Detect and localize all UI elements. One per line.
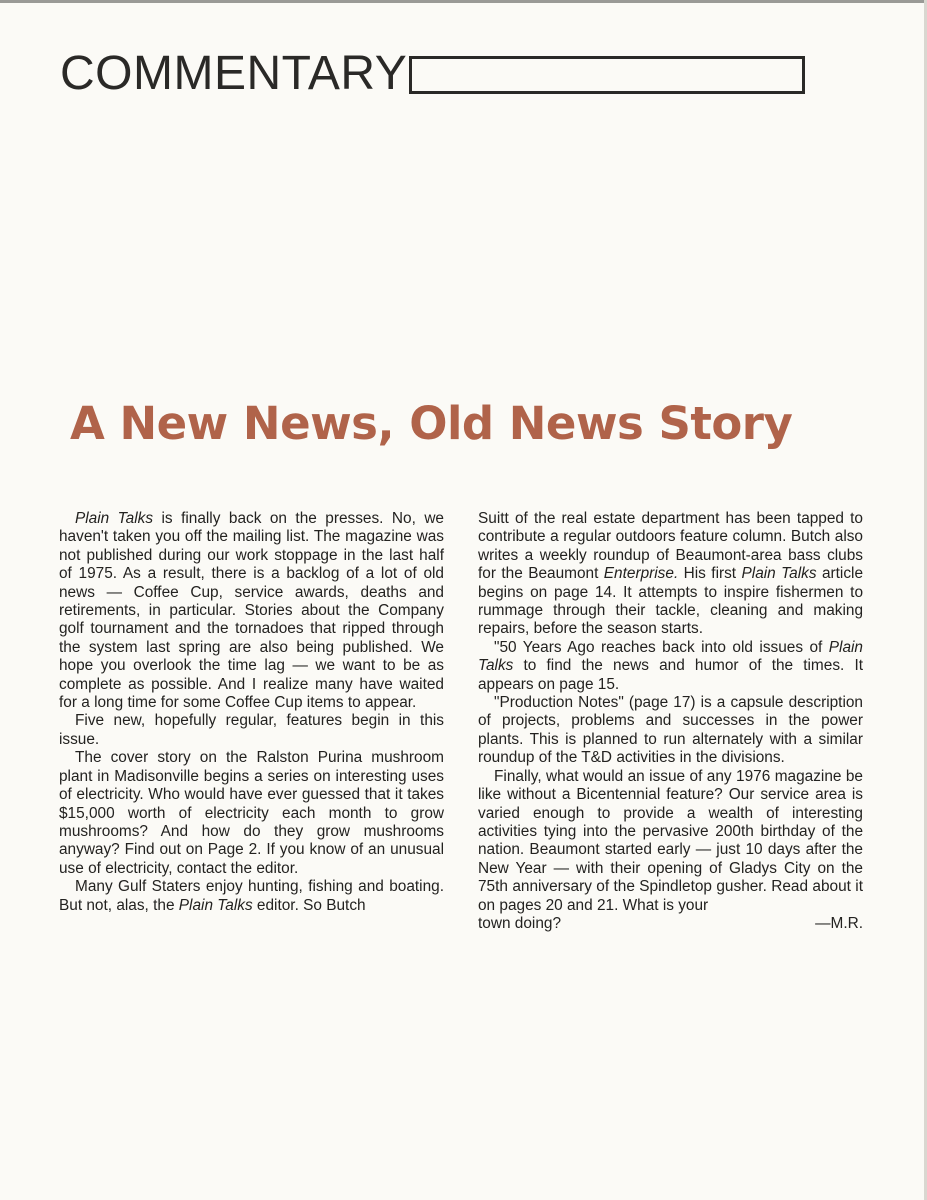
- paragraph: "50 Years Ago reaches back into old issues of Plain Talks to find the news and humor of the times. It appears on page 15.: [478, 638, 863, 693]
- paragraph: Suitt of the real estate department has been tapped to contribute a regular outdoors feature column. Butch also writes a weekly roundup of Beaumont-area bass clubs for the Beaumont Enterprise. His first Plain Talks article begins on page 14. It attempts to inspire fishermen to rummage through their tackle, cleaning and making repairs, before the season starts.: [478, 510, 864, 638]
- section-header: [60, 48, 805, 100]
- top-edge-rule: [0, 0, 927, 3]
- paragraph: Five new, hopefully regular, features begin in this issue.: [59, 712, 444, 748]
- publication-name: Plain Talks: [741, 565, 817, 583]
- paragraph: Many Gulf Staters enjoy hunting, fishing and boating. But not, alas, the Plain Talks editor. So Butch: [59, 878, 444, 914]
- paragraph: "Production Notes" (page 17) is a capsule description of projects, problems and successes in the power plants. This is planned to run alternately with a similar roundup of the T&D activities in the divisions.: [478, 694, 863, 767]
- section-title: COMMENTARY: [60, 47, 408, 100]
- publication-name: Plain Talks: [478, 638, 863, 675]
- publication-name: Enterprise.: [603, 565, 679, 583]
- closing-text: town doing?: [478, 914, 562, 932]
- paragraph: Finally, what would an issue of any 1976 magazine be like without a Bicentennial feature? Our service area is varied enough to provide a wealth of interesting activities tying into the pervasive 200th birthday of the nation. Beaumont started early — just 10 days after the New Year — with their opening of Gladys City on the 75th anniversary of the Spindletop gusher. Read about it on pages 20 and 21. What is your: [478, 767, 863, 914]
- section-title-box: [409, 56, 805, 94]
- paragraph: The cover story on the Ralston Purina mushroom plant in Madisonville begins a series on interesting uses of electricity. Who would have ever guessed that it takes $15,000 worth of electricity each month to grow mushrooms? And how do they grow mushrooms anyway? Find out on Page 2. If you know of an unusual use of electricity, contact the editor.: [59, 749, 444, 877]
- publication-name: Plain Talks: [178, 896, 253, 914]
- author-signature: —M.R.: [815, 914, 863, 932]
- closing-line: [478, 915, 863, 933]
- article-column-right: [478, 510, 863, 933]
- publication-name: Plain Talks: [75, 510, 154, 527]
- paragraph: Plain Talks is finally back on the presses. No, we haven't taken you off the mailing list. The magazine was not published during our work stoppage in the last half of 1975. As a result, there is a backlog of a lot of old news — Coffee Cup, service awards, deaths and retirements, in particular. Stories about the Company golf tournament and the tornadoes that ripped through the system last spring are also being published. We hope you overlook the time lag — we want to be as complete as possible. And I realize many have waited for a long time for some Coffee Cup items to appear.: [59, 510, 444, 712]
- article-column-left: [59, 510, 444, 915]
- headline: A New News, Old News Story: [70, 397, 793, 450]
